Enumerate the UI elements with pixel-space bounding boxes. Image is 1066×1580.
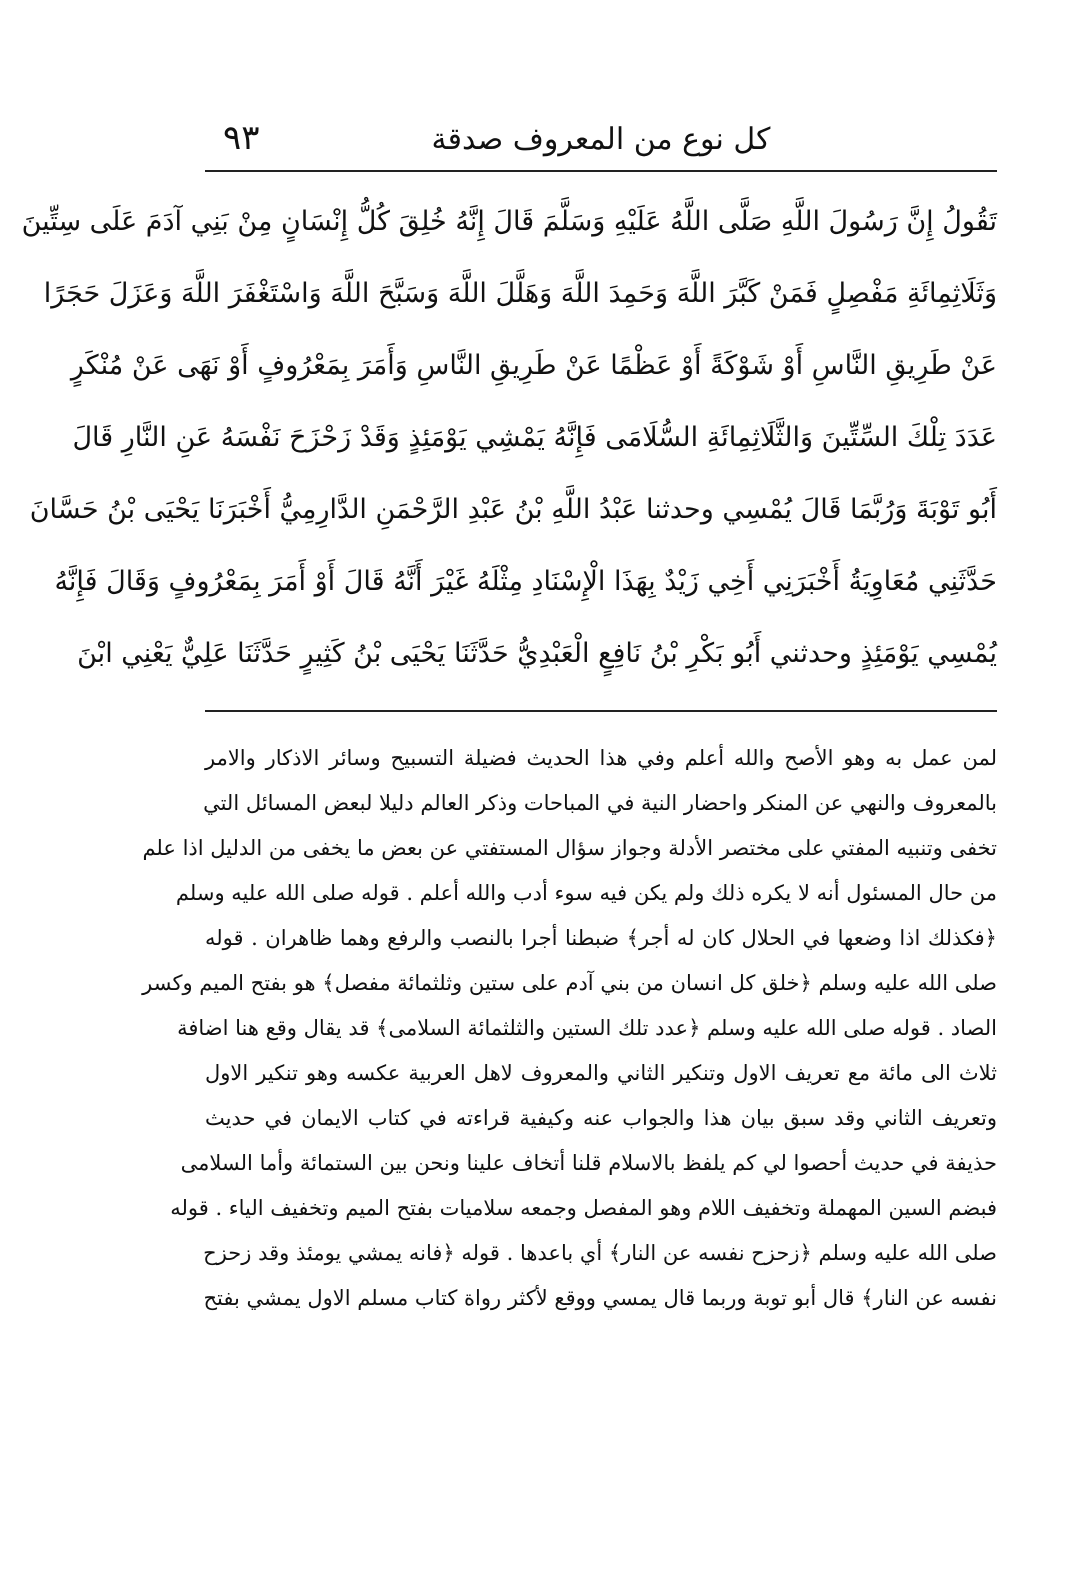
commentary-text-block bbox=[142, 736, 997, 1321]
hadith-line: يُمْسِي يَوْمَئِذٍ وحدثني أَبُو بَكْرِ بْنُ نَافِعٍ الْعَبْدِيُّ حَدَّثَنَا يَحْيَى بْنُ كَثِيرٍ حَدَّثَنَا عَلِيٌّ يَعْنِي ابْنَ bbox=[77, 638, 997, 669]
commentary-line: نفسه عن النار﴾ قال أبو توبة وربما قال يمسي ووقع لأكثر رواة كتاب مسلم الاول يمشي بفتح bbox=[203, 1286, 997, 1310]
commentary-line: فبضم السين المهملة وتخفيف اللام وهو المفصل وجمعه سلاميات بفتح الميم وتخفيف الياء . قوله bbox=[170, 1196, 997, 1220]
page-number: ٩٣ bbox=[223, 118, 260, 158]
hadith-line: تَقُولُ إِنَّ رَسُولَ اللَّهِ صَلَّى اللَّهُ عَلَيْهِ وَسَلَّمَ قَالَ إِنَّهُ خُلِقَ كُلُّ إِنْسَانٍ مِنْ بَنِي آدَمَ عَلَى سِتِّينَ bbox=[21, 206, 997, 237]
header-rule bbox=[205, 170, 997, 172]
commentary-line: ثلاث الى مائة مع تعريف الاول وتنكير الثاني والمعروف لاهل العربية عكسه وهو تنكير الاول bbox=[205, 1061, 997, 1085]
hadith-text-block bbox=[21, 186, 997, 690]
commentary-line: صلى الله عليه وسلم ﴿خلق كل انسان من بني آدم على ستين وثلثمائة مفصل﴾ هو بفتح الميم وكسر bbox=[142, 971, 997, 995]
commentary-line: من حال المسئول أنه لا يكره ذلك ولم يكن فيه سوء أدب والله أعلم . قوله صلى الله عليه وسلم bbox=[175, 881, 997, 905]
commentary-line: صلى الله عليه وسلم ﴿زحزح نفسه عن النار﴾ أي باعدها . قوله ﴿فانه يمشي يومئذ وقد زحزح bbox=[203, 1241, 997, 1265]
commentary-line: ﴿فكذلك اذا وضعها في الحلال كان له أجر﴾ ضبطنا أجرا بالنصب والرفع وهما ظاهران . قوله bbox=[205, 926, 997, 950]
running-title: كل نوع من المعروف صدقة bbox=[431, 122, 771, 157]
hadith-line: حَدَّثَنِي مُعَاوِيَةُ أَخْبَرَنِي أَخِي زَيْدٌ بِهَذَا الْإِسْنَادِ مِثْلَهُ غَيْرَ أَنَّهُ قَالَ أَوْ أَمَرَ بِمَعْرُوفٍ وَقَالَ فَإِنَّهُ bbox=[54, 566, 997, 597]
commentary-line: بالمعروف والنهي عن المنكر واحضار النية في المباحات وذكر العالم دليلا لبعض المسائل التي bbox=[203, 791, 997, 815]
commentary-line: حذيفة في حديث أحصوا لي كم يلفظ بالاسلام قلنا أتخاف علينا ونحن بين الستمائة وأما السلامى bbox=[180, 1151, 997, 1175]
page-header bbox=[205, 108, 997, 168]
hadith-line: أَبُو تَوْبَةَ وَرُبَّمَا قَالَ يُمْسِي وحدثنا عَبْدُ اللَّهِ بْنُ عَبْدِ الرَّحْمَنِ الدَّارِمِيُّ أَخْبَرَنَا يَحْيَى بْنُ حَسَّانَ bbox=[29, 494, 997, 525]
commentary-line: تخفى وتنبيه المفتي على مختصر الأدلة وجواز سؤال المستفتي عن بعض ما يخفى من الدليل اذا علم bbox=[142, 836, 997, 860]
hadith-line: عَنْ طَرِيقِ النَّاسِ أَوْ شَوْكَةً أَوْ عَظْمًا عَنْ طَرِيقِ النَّاسِ وَأَمَرَ بِمَعْرُوفٍ أَوْ نَهَى عَنْ مُنْكَرٍ bbox=[70, 350, 997, 381]
hadith-line: وَثَلَاثِمِائَةِ مَفْصِلٍ فَمَنْ كَبَّرَ اللَّهَ وَحَمِدَ اللَّهَ وَهَلَّلَ اللَّهَ وَسَبَّحَ اللَّهَ وَاسْتَغْفَرَ اللَّهَ وَعَزَلَ حَجَرًا bbox=[43, 278, 997, 309]
commentary-line: وتعريف الثاني وقد سبق بيان هذا والجواب عنه وكيفية قراءته في كتاب الايمان في حديث bbox=[205, 1106, 997, 1130]
section-divider bbox=[205, 710, 997, 712]
commentary-line: الصاد . قوله صلى الله عليه وسلم ﴿عدد تلك الستين والثلثمائة السلامى﴾ قد يقال وقع هنا اضافة bbox=[177, 1016, 997, 1040]
commentary-line: لمن عمل به وهو الأصح والله أعلم وفي هذا الحديث فضيلة التسبيح وسائر الاذكار والامر bbox=[205, 746, 997, 770]
hadith-line: عَدَدَ تِلْكَ السِّتِّينَ وَالثَّلَاثِمِائَةِ السُّلَامَى فَإِنَّهُ يَمْشِي يَوْمَئِذٍ وَقَدْ زَحْزَحَ نَفْسَهُ عَنِ النَّارِ قَالَ bbox=[72, 422, 997, 453]
